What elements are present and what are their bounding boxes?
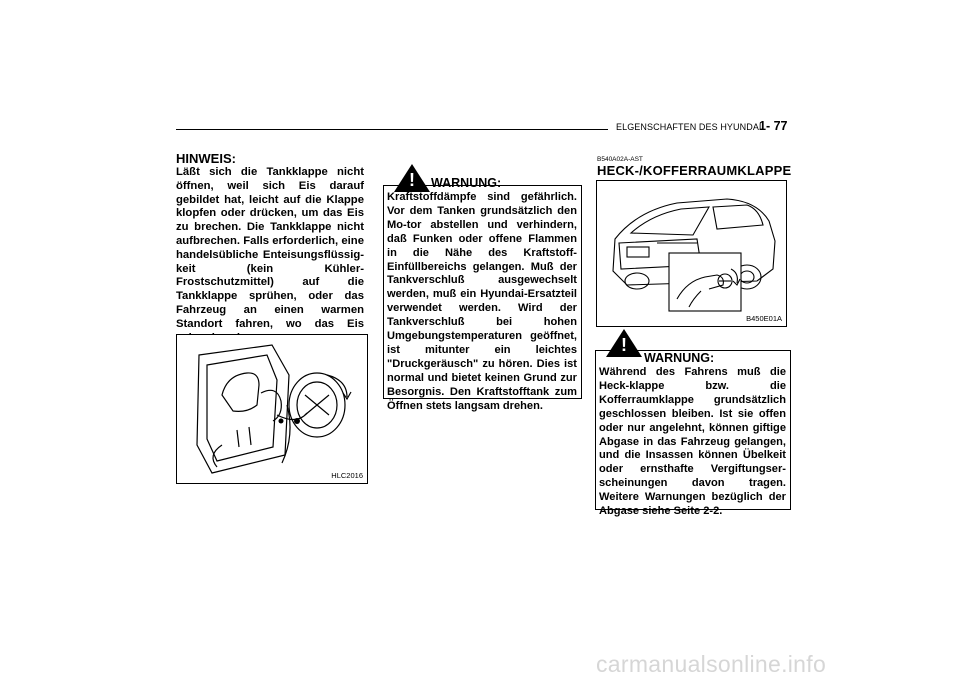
note-block [176, 152, 364, 345]
warning-title: WARNUNG: [644, 351, 715, 365]
warning-body: Während des Fahrens muß die Heck-klappe bzw. die Kofferraumklappe grundsätzlich geschlossen bleiben. Ist sie offen oder nur angelehnt, können giftige Abgase in das Fahrzeug gelangen, und die Insassen können Übelkeit oder ernsthafte Vergiftungser-scheinungen davon tragen. Weitere Warnungen bezüglich der Abgase siehe Seite 2-2. [599, 366, 786, 518]
header-section-title: ELGENSCHAFTEN DES HYUNDAI [616, 122, 762, 132]
warning-title: WARNUNG: [431, 176, 502, 190]
fuel-cap-figure [176, 334, 368, 484]
note-body: Läßt sich die Tankklappe nicht öffnen, weil sich Eis darauf gebildet hat, leicht auf die Klappe klopfen oder drücken, um das Eis zu brechen. Die Tankklappe nicht aufbrechen. Falls erforderlich, eine handelsübliche Enteisungsflüssig-keit (kein Kühler-Frostschutzmittel) auf die Tankklappe sprühen, oder das Fahrzeug an einen warmen Standort fahren, wo das Eis [176, 166, 364, 330]
section-title: HECK-/KOFFERRAUMKLAPPE [597, 163, 792, 178]
note-title: HINWEIS: [176, 151, 236, 166]
warning-box-fuel [383, 170, 582, 412]
watermark: carmanualsonline.info [596, 651, 827, 677]
fuel-cap-illustration [177, 335, 367, 483]
trunk-figure [596, 180, 787, 327]
header-rule [176, 129, 608, 130]
section-code: B540A02A-AST [597, 156, 643, 163]
figure-label: HLC2016 [331, 471, 363, 480]
car-rear-illustration [597, 181, 786, 326]
page-number: 1- 77 [759, 119, 788, 133]
warning-mark: ! [409, 170, 415, 190]
warning-mark: ! [621, 335, 627, 355]
warning-box-trunk [595, 335, 791, 518]
detail-inset [669, 253, 741, 311]
figure-label: B450E01A [746, 314, 782, 323]
warning-body: Kraftstoffdämpfe sind gefährlich. Vor dem Tanken grundsätzlich den Mo-tor abstellen und verhindern, daß Funken oder offene Flammen in die Nähe des Kraftstoff-Einfüllbereichs gelangen. Muß der Tankverschluß ausgewechselt werden, muß ein Hyundai-Ersatzteil verwendet werden. Wird der Tankverschluß bei hohen Umgebungstemperaturen geöffnet, ist mitunter ein leichtes "Druckgeräusch" zu hören. Dies ist normal und bietet keinen Grund zur Besorgnis. Den Kraftstofftank zum Öffnen stets langsam drehen. [387, 191, 577, 412]
